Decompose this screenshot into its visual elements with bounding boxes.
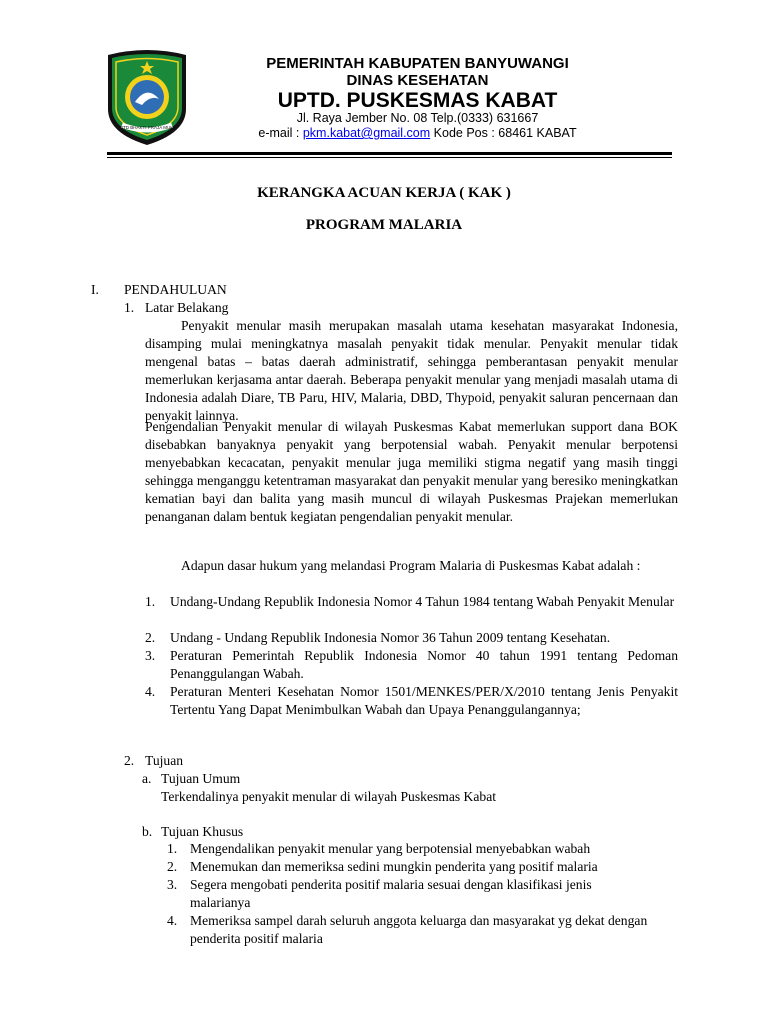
header-address: Jl. Raya Jember No. 08 Telp.(0333) 631667 <box>296 111 539 125</box>
logo <box>102 47 192 147</box>
postal-code: Kode Pos : 68461 KABAT <box>430 126 577 140</box>
goal-item-text: Menemukan dan memeriksa sedini mungkin penderita yang positif malaria <box>190 859 598 874</box>
goal-item-number: 4. <box>167 913 178 928</box>
law-item-text: Undang - Undang Republik Indonesia Nomor 36 Tahun 2009 tentang Kesehatan. <box>170 630 611 645</box>
legal-basis-intro: Adapun dasar hukum yang melandasi Program Malaria di Puskesmas Kabat adalah : <box>181 558 641 573</box>
general-objective-heading: Tujuan Umum <box>161 771 241 786</box>
email-link[interactable]: pkm.kabat@gmail.com <box>302 126 431 140</box>
specific-objective-heading: Tujuan Khusus <box>161 824 244 839</box>
header-department: DINAS KESEHATAN <box>346 72 489 89</box>
svg-text:UPTD BHAKTI PRAJA MUKTI: UPTD BHAKTI PRAJA MUKTI <box>116 125 178 130</box>
general-objective-text: Terkendalinya penyakit menular di wilayah Puskesmas Kabat <box>161 789 497 804</box>
header-institution: UPTD. PUSKESMAS KABAT <box>277 89 558 112</box>
subsection-heading: Latar Belakang <box>145 300 229 315</box>
header-divider-thick <box>107 152 672 155</box>
header-divider-thin <box>107 157 672 158</box>
header-contact <box>225 126 610 140</box>
goal-item-number: 3. <box>167 877 178 892</box>
subsection-number: 2. <box>124 753 135 768</box>
law-item-number: 3. <box>145 648 156 663</box>
header-government: PEMERINTAH KABUPATEN BANYUWANGI <box>266 55 569 72</box>
regency-emblem-icon <box>102 47 192 147</box>
document-subtitle: PROGRAM MALARIA <box>305 217 463 233</box>
law-item-text: Peraturan Pemerintah Republik Indonesia Nomor 40 tahun 1991 tentang Pedoman Penanggulangan Wabah. <box>170 648 678 681</box>
law-item-number: 1. <box>145 594 156 609</box>
law-item-number: 2. <box>145 630 156 645</box>
document-title: KERANGKA ACUAN KERJA ( KAK ) <box>257 185 511 201</box>
law-item-text: Undang-Undang Republik Indonesia Nomor 4 Tahun 1984 tentang Wabah Penyakit Menular <box>170 594 675 609</box>
background-paragraph-1: Penyakit menular masih merupakan masalah utama kesehatan masyarakat Indonesia, disamping mulai meningkatnya masalah penyakit tidak menular. Penyakit menular tidak mengenal batas – batas daerah administratif, sehingga pemberantasan penyakit menular memerlukan kerjasama antar daerah. Beberapa penyakit menular yang menjadi masalah utama di Indonesia adalah Diare, TB Paru, HIV, Malaria, DBD, Thypoid, penyakit saluran pencernaan dan penyakit lainnya. <box>145 318 678 423</box>
goal-item-number: 1. <box>167 841 178 856</box>
section-heading: PENDAHULUAN <box>124 282 227 297</box>
objective-letter: b. <box>142 824 153 839</box>
goal-item-text: Memeriksa sampel darah seluruh anggota keluarga dan masyarakat yg dekat dengan penderita positif malaria <box>190 913 648 946</box>
objective-letter: a. <box>142 771 152 786</box>
section-number: I. <box>91 282 99 297</box>
goal-item-text: Mengendalikan penyakit menular yang berpotensial menyebabkan wabah <box>190 841 591 856</box>
subsection-number: 1. <box>124 300 135 315</box>
goal-item-number: 2. <box>167 859 178 874</box>
law-item-number: 4. <box>145 684 156 699</box>
email-label: e-mail : <box>258 126 303 140</box>
background-paragraph-2: Pengendalian Penyakit menular di wilayah Puskesmas Kabat memerlukan support dana BOK disebabkan banyaknya penyakit yang berpotensial wabah. Penyakit menular berpotensi menyebabkan kecacatan, penyakit menular juga memiliki stigma negatif yang masih tinggi sehingga menganggu ketentraman masyarakat dan penyakit menular yang beresiko meningkatkan kematian bayi dan balita yang masih muncul di wilayah Puskesmas Prajekan memerlukan penanganan dalam bentuk kegiatan pengendalian penyakit menular. <box>145 419 678 524</box>
subsection-heading: Tujuan <box>145 753 184 768</box>
goal-item-text: Segera mengobati penderita positif malaria sesuai dengan klasifikasi jenis malarianya <box>190 877 592 910</box>
law-item-text: Peraturan Menteri Kesehatan Nomor 1501/MENKES/PER/X/2010 tentang Jenis Penyakit Tertentu Yang Dapat Menimbulkan Wabah dan Upaya Penanggulangannya; <box>170 684 678 717</box>
